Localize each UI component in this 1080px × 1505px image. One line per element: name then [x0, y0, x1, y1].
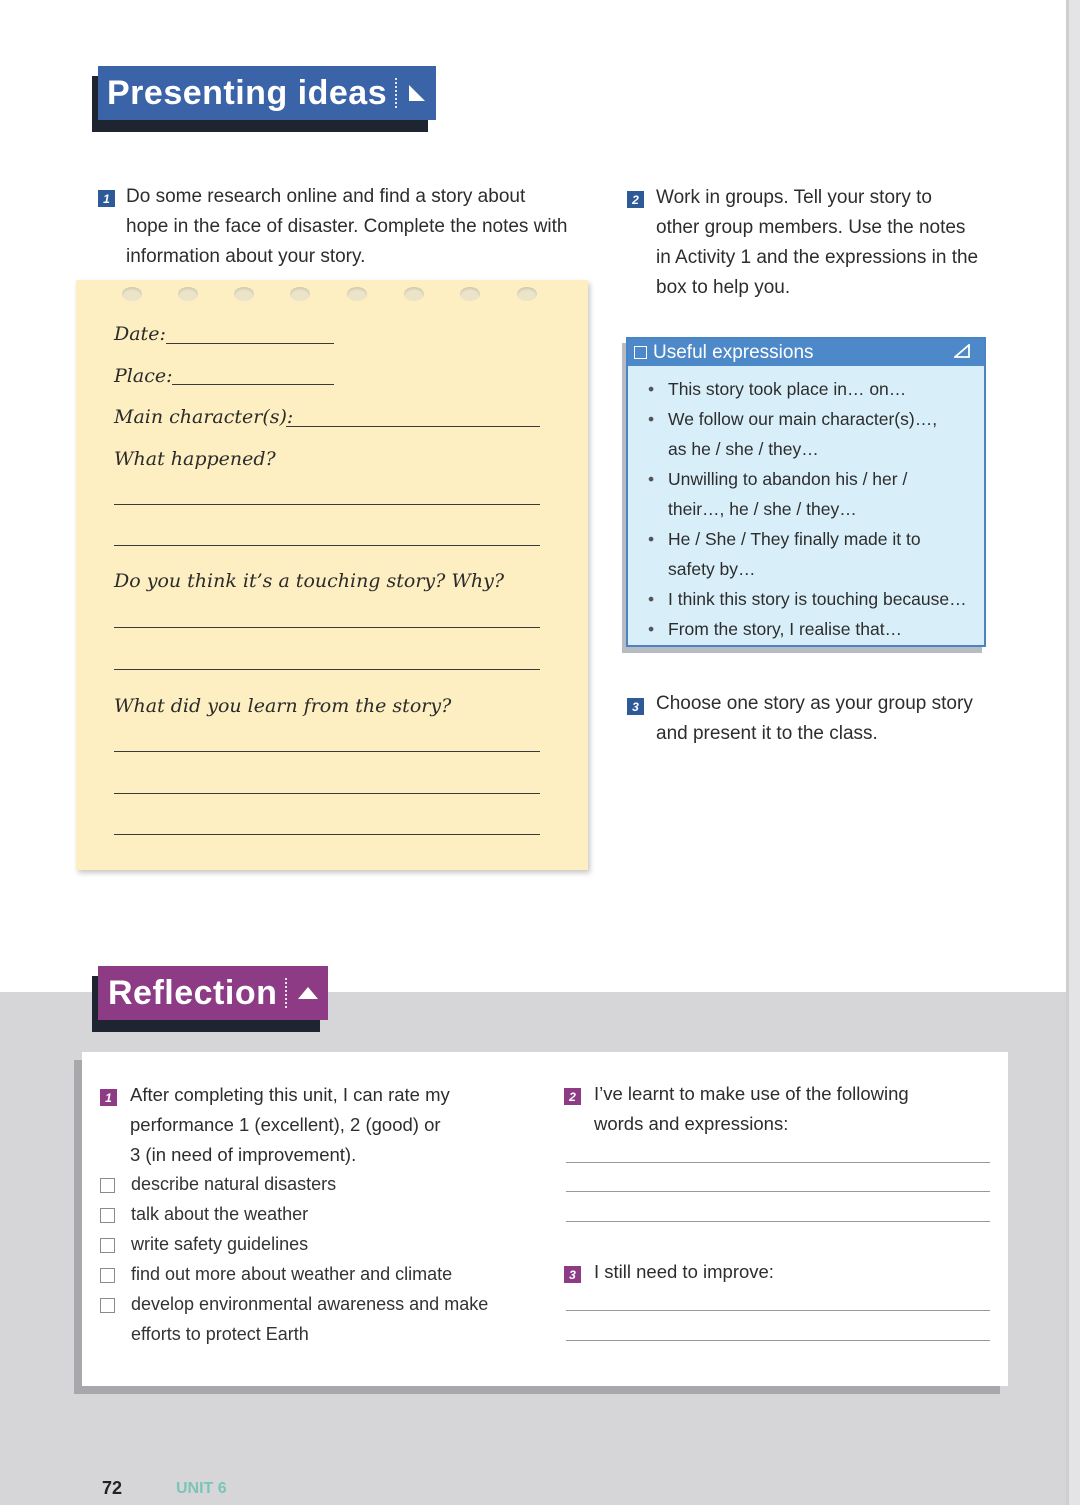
activity-2-instructions: [656, 183, 1056, 303]
reflection-2-number: 2: [564, 1088, 581, 1105]
useful-expressions-title: Useful expressions: [653, 341, 814, 363]
rating-checkbox[interactable]: [100, 1178, 115, 1193]
activity-2-line: in Activity 1 and the expressions in the: [656, 247, 979, 268]
reflection-1-number: 1: [100, 1089, 117, 1106]
activity-1-line: information about your story.: [126, 246, 366, 267]
rating-checkbox[interactable]: [100, 1298, 115, 1313]
banner-face: [98, 66, 436, 120]
main-characters-field[interactable]: [286, 426, 540, 427]
banner-separator: [285, 978, 287, 1008]
date-field[interactable]: [166, 343, 334, 344]
expression-item: • This story took place in… on…: [648, 374, 984, 404]
main-characters-label: Main character(s):: [114, 406, 294, 428]
activity-2-line: Work in groups. Tell your story to: [656, 187, 932, 208]
reflection-1-line: performance 1 (excellent), 2 (good) or: [130, 1114, 441, 1135]
reflection-3-number: 3: [564, 1266, 581, 1283]
activity-3-line: Choose one story as your group story: [656, 693, 973, 714]
expression-item-continued: their…, he / she / they…: [668, 499, 857, 519]
activity-1-number: 1: [98, 190, 115, 207]
learn-from-story-field[interactable]: [114, 834, 540, 835]
rating-item-label: describe natural disasters: [131, 1174, 337, 1194]
reflection-1-line: After completing this unit, I can rate my: [130, 1084, 450, 1105]
corner-triangle-icon: [954, 344, 970, 358]
touching-story-field[interactable]: [114, 669, 540, 670]
learn-from-story-field[interactable]: [114, 751, 540, 752]
reflection-2-line: I’ve learnt to make use of the following: [594, 1083, 909, 1104]
reflection-2-instructions: [594, 1079, 994, 1139]
activity-3-number: 3: [627, 698, 644, 715]
activity-3-instructions: [656, 689, 1056, 749]
punch-hole: [404, 287, 424, 301]
reflection-panel: [82, 1052, 1008, 1386]
useful-expressions-box: [626, 337, 986, 647]
triangle-marker-icon: [407, 83, 427, 103]
expression-item: • I think this story is touching because…: [648, 584, 984, 614]
punch-hole: [122, 287, 142, 301]
place-field[interactable]: [172, 384, 334, 385]
expression-item: • He / She / They finally made it to: [648, 524, 984, 554]
still-need-to-improve-field[interactable]: [566, 1310, 990, 1311]
reflection-2-line: words and expressions:: [594, 1113, 789, 1134]
rating-item-label: talk about the weather: [131, 1204, 309, 1224]
reflection-title: Reflection: [108, 973, 278, 1012]
reflection-1-instructions: [130, 1080, 570, 1170]
still-need-to-improve-field[interactable]: [566, 1340, 990, 1341]
reflection-1-line: 3 (in need of improvement).: [130, 1144, 357, 1165]
expression-item: • Unwilling to abandon his / her /: [648, 464, 984, 494]
presenting-ideas-title: Presenting ideas: [107, 73, 388, 112]
expression-item: • From the story, I realise that…: [648, 614, 984, 644]
banner-separator: [395, 78, 397, 108]
expression-item-continued: safety by…: [668, 559, 756, 579]
activity-2-line: other group members. Use the notes: [656, 217, 966, 238]
words-expressions-field[interactable]: [566, 1191, 990, 1192]
page-edge: [1066, 0, 1080, 1505]
activity-2-line: box to help you.: [656, 277, 791, 298]
rating-item-label-continued: efforts to protect Earth: [131, 1324, 309, 1344]
date-label: Date:: [114, 323, 166, 345]
punch-hole: [290, 287, 310, 301]
useful-expressions-list: [628, 374, 984, 644]
expression-item: • We follow our main character(s)…,: [648, 404, 984, 434]
activity-2-number: 2: [627, 191, 644, 208]
rating-item-label: find out more about weather and climate: [131, 1264, 453, 1284]
activity-1-line: Do some research online and find a story about: [126, 186, 526, 207]
activity-3-line: and present it to the class.: [656, 723, 878, 744]
punch-hole: [234, 287, 254, 301]
punch-hole: [460, 287, 480, 301]
what-happened-field[interactable]: [114, 545, 540, 546]
punch-hole: [517, 287, 537, 301]
reflection-3-text: I still need to improve:: [594, 1261, 774, 1282]
unit-label: UNIT 6: [176, 1480, 227, 1497]
banner-face: [98, 966, 328, 1020]
touching-story-field[interactable]: [114, 627, 540, 628]
checkbox-square-icon: [634, 346, 647, 359]
learn-from-story-field[interactable]: [114, 793, 540, 794]
story-notes-card: [76, 280, 588, 870]
activity-1-line: hope in the face of disaster. Complete the notes with: [126, 216, 568, 237]
triangle-up-icon: [297, 985, 319, 1001]
useful-expressions-header: [628, 339, 984, 366]
punch-hole: [178, 287, 198, 301]
words-expressions-field[interactable]: [566, 1221, 990, 1222]
learn-from-story-label: What did you learn from the story?: [114, 695, 452, 717]
rating-checkbox[interactable]: [100, 1238, 115, 1253]
expression-item-continued: as he / she / they…: [668, 439, 819, 459]
what-happened-field[interactable]: [114, 504, 540, 505]
words-expressions-field[interactable]: [566, 1162, 990, 1163]
what-happened-label: What happened?: [114, 448, 276, 470]
place-label: Place:: [114, 365, 173, 387]
touching-story-label: Do you think it’s a touching story? Why?: [114, 570, 505, 592]
rating-item-label: write safety guidelines: [131, 1234, 309, 1254]
rating-checkbox[interactable]: [100, 1208, 115, 1223]
page-number: 72: [102, 1478, 123, 1498]
punch-hole: [347, 287, 367, 301]
rating-checkbox[interactable]: [100, 1268, 115, 1283]
rating-item-label: develop environmental awareness and make: [131, 1294, 489, 1314]
activity-1-instructions: [126, 182, 606, 272]
